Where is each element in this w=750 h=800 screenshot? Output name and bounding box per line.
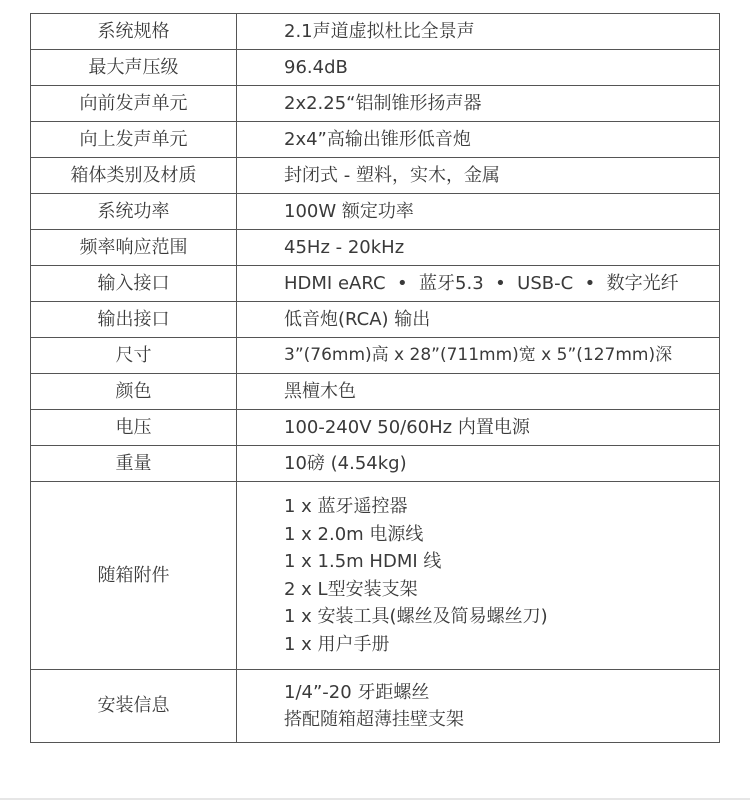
spec-value: 2x2.25“铝制锥形扬声器: [237, 86, 720, 122]
spec-label: 颜色: [31, 374, 237, 410]
spec-label: 随箱附件: [31, 482, 237, 670]
spec-row-system: [31, 14, 720, 50]
spec-value: 10磅 (4.54kg): [237, 446, 720, 482]
spec-value: 45Hz - 20kHz: [237, 230, 720, 266]
spec-label: 输出接口: [31, 302, 237, 338]
spec-row-up-drivers: [31, 122, 720, 158]
spec-row-outputs: [31, 302, 720, 338]
spec-label: 向上发声单元: [31, 122, 237, 158]
spec-label: 安装信息: [31, 670, 237, 743]
spec-value: 3”(76mm)高 x 28”(711mm)宽 x 5”(127mm)深: [237, 338, 720, 374]
spec-value: 封闭式 - 塑料，实木，金属: [237, 158, 720, 194]
spec-row-voltage: [31, 410, 720, 446]
spec-label: 向前发声单元: [31, 86, 237, 122]
spec-label: 尺寸: [31, 338, 237, 374]
spec-row-dimensions: [31, 338, 720, 374]
spec-label: 箱体类别及材质: [31, 158, 237, 194]
spec-value-list: [237, 670, 720, 743]
spec-row-weight: [31, 446, 720, 482]
spec-row-installation: [31, 670, 720, 743]
spec-value: 100-240V 50/60Hz 内置电源: [237, 410, 720, 446]
spec-label: 最大声压级: [31, 50, 237, 86]
spec-value: 100W 额定功率: [237, 194, 720, 230]
spec-table: [30, 13, 720, 743]
accessory-item: 1 x 安装工具(螺丝及简易螺丝刀): [284, 606, 548, 627]
spec-value: 低音炮(RCA) 输出: [237, 302, 720, 338]
spec-label: 输入接口: [31, 266, 237, 302]
spec-row-frequency: [31, 230, 720, 266]
spec-label: 电压: [31, 410, 237, 446]
spec-row-accessories: [31, 482, 720, 670]
spec-value: HDMI eARC • 蓝牙5.3 • USB-C • 数字光纤: [237, 266, 720, 302]
accessory-item: 2 x L型安装支架: [284, 578, 418, 600]
spec-label: 系统规格: [31, 14, 237, 50]
spec-row-inputs: [31, 266, 720, 302]
accessory-item: 1 x 2.0m 电源线: [284, 523, 424, 545]
install-item: 搭配随箱超薄挂壁支架: [284, 709, 464, 730]
spec-row-color: [31, 374, 720, 410]
spec-value: 96.4dB: [237, 50, 720, 86]
spec-label: 重量: [31, 446, 237, 482]
spec-value: 2x4”高输出锥形低音炮: [237, 122, 720, 158]
spec-label: 系统功率: [31, 194, 237, 230]
spec-label: 频率响应范围: [31, 230, 237, 266]
spec-row-enclosure: [31, 158, 720, 194]
install-item: 1/4”-20 牙距螺丝: [284, 681, 430, 703]
spec-row-max-spl: [31, 50, 720, 86]
spec-value-list: [237, 482, 720, 670]
spec-row-front-drivers: [31, 86, 720, 122]
spec-row-power: [31, 194, 720, 230]
spec-value: 黑檀木色: [237, 374, 720, 410]
accessory-item: 1 x 蓝牙遥控器: [284, 496, 408, 517]
spec-value: 2.1声道虚拟杜比全景声: [237, 14, 720, 50]
accessory-item: 1 x 用户手册: [284, 633, 390, 655]
accessory-item: 1 x 1.5m HDMI 线: [284, 551, 442, 572]
